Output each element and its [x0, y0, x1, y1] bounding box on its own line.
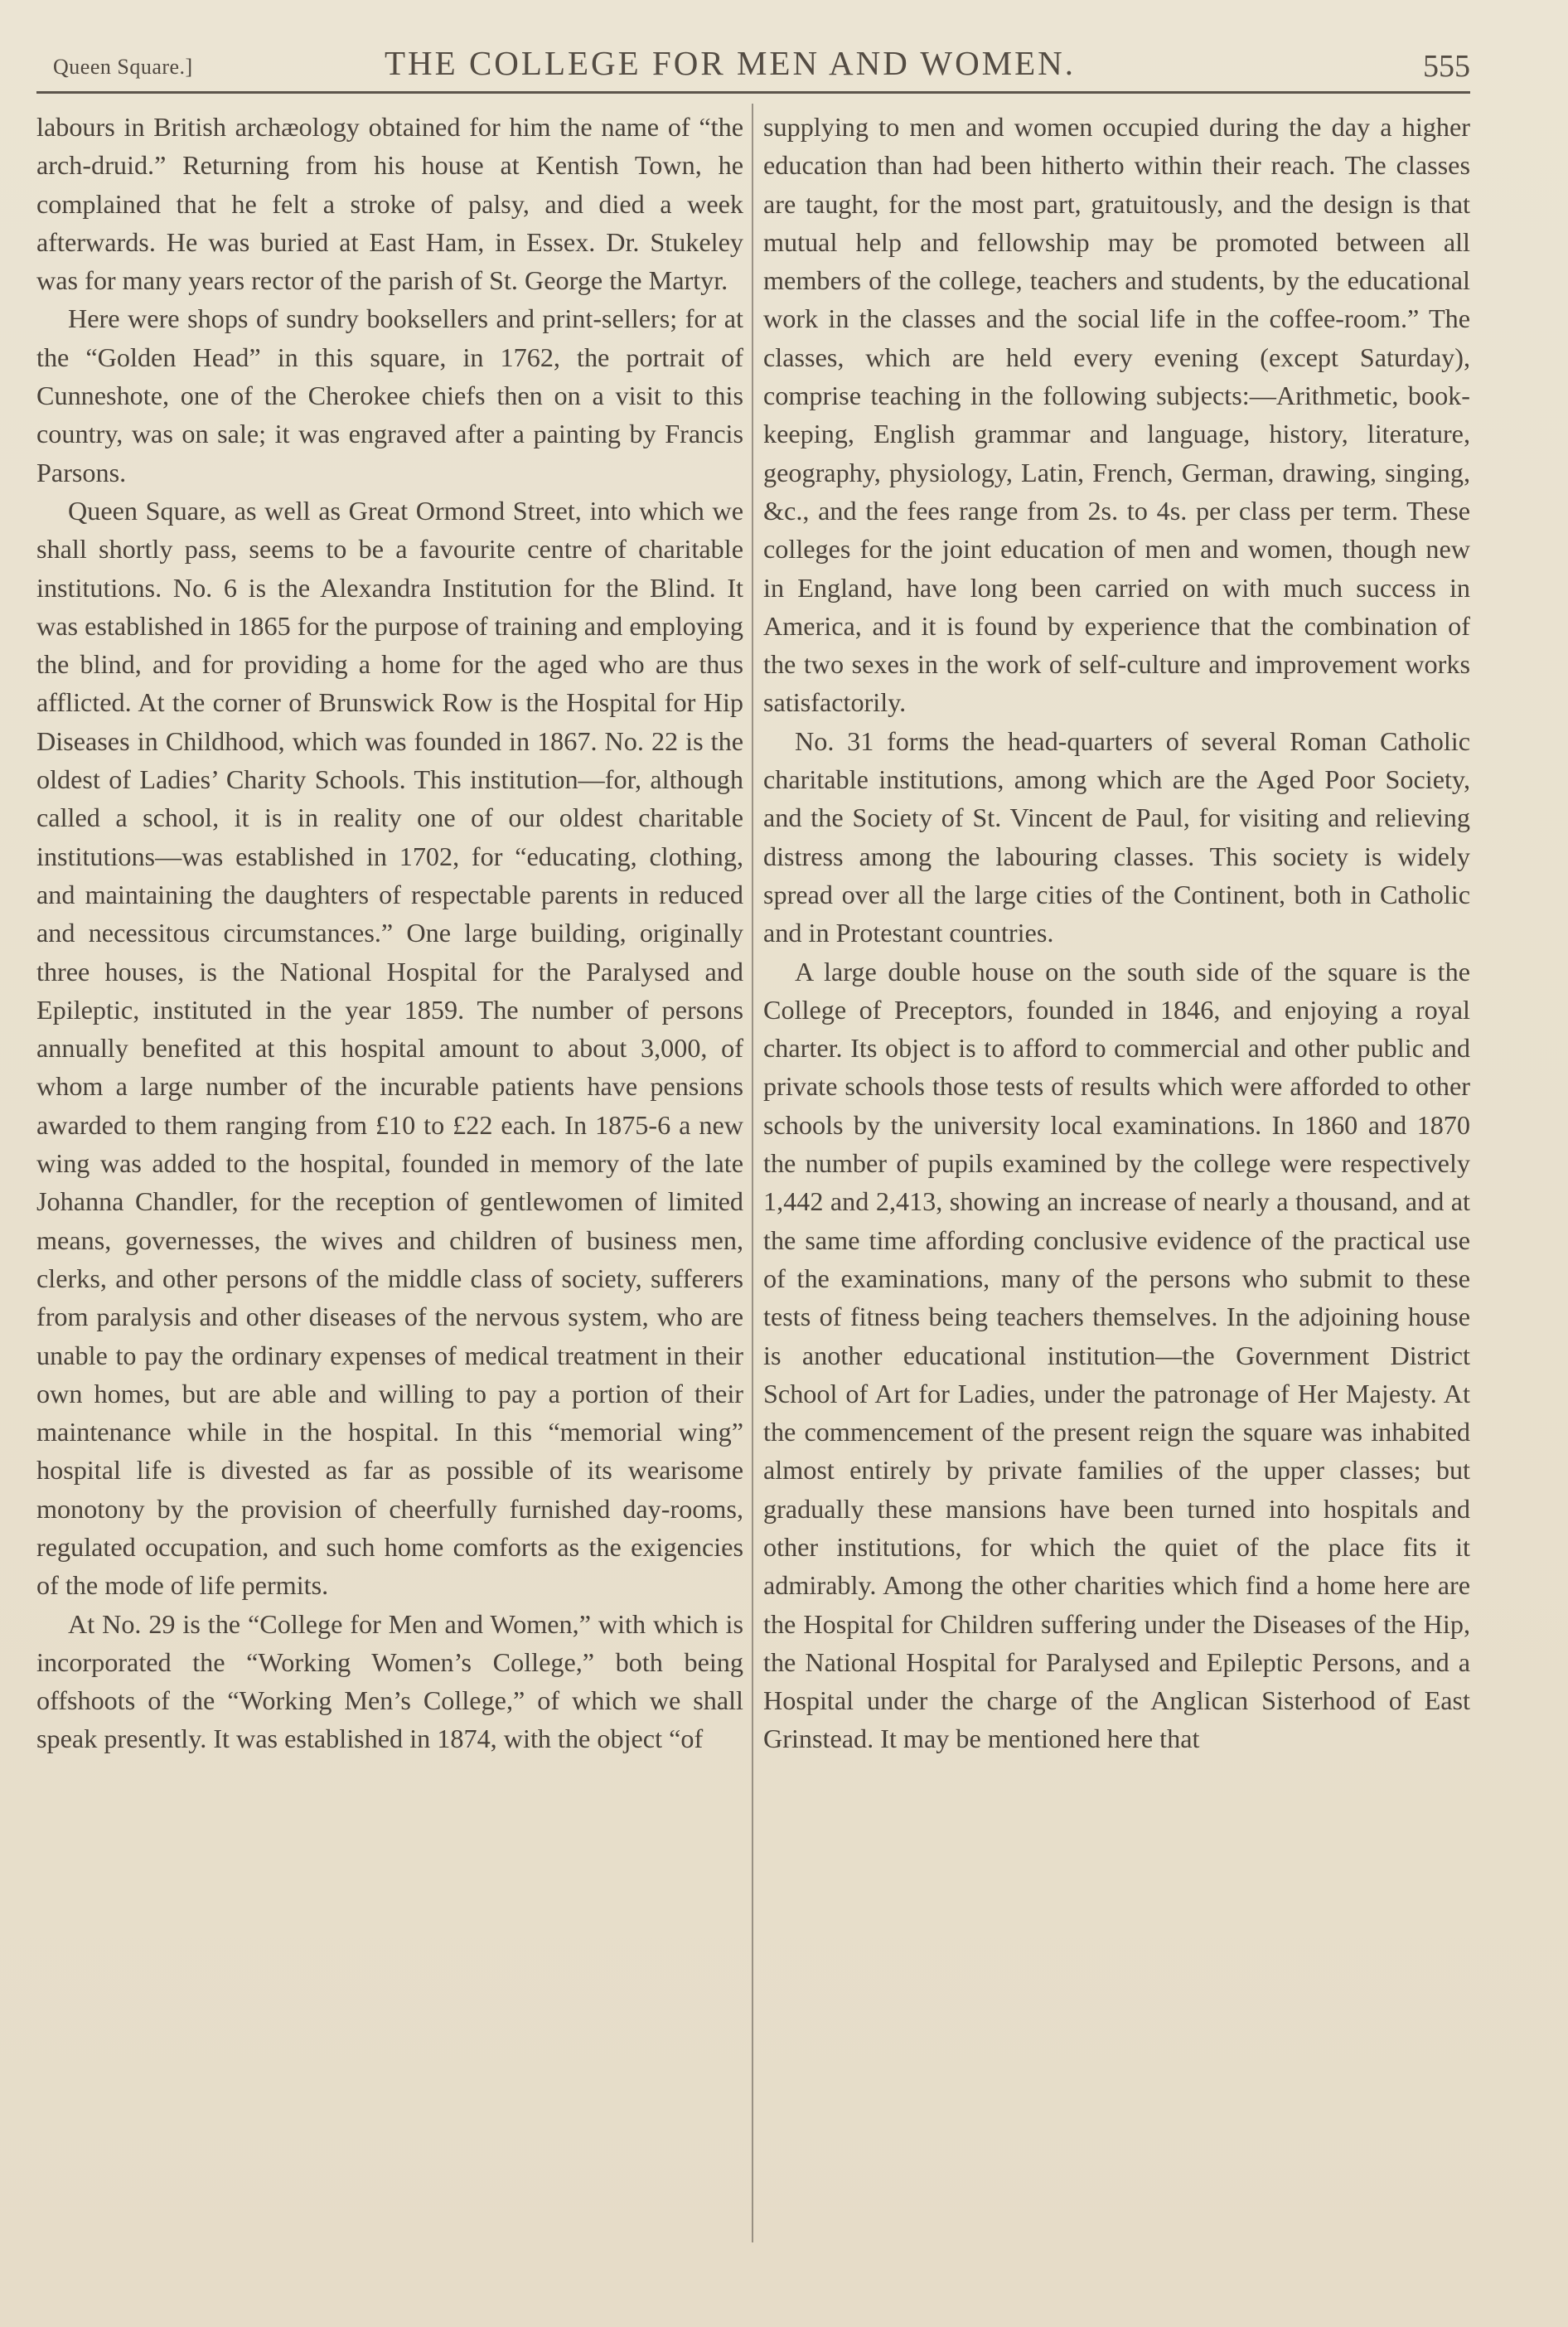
page-title: THE COLLEGE FOR MEN AND WOMEN. — [385, 44, 1077, 82]
paragraph: Here were shops of sundry booksellers and print-sellers; for at the “Golden Head” in this square, in 1762, the portrait of Cunneshote, one of the Cherokee chiefs then on a visit to this country, was on sale; it was engraved after a painting by Francis Parsons. — [36, 303, 743, 487]
paragraph: labours in British archæology obtained for him the name of “the arch-druid.” Returning from his house at Kentish Town, he complained that he felt a stroke of palsy, and died a week afterwards. He was buried at East Ham, in Essex. Dr. Stukeley was for many years rector of the parish of St. George the Martyr. — [36, 112, 743, 296]
column-divider — [752, 104, 753, 2242]
paragraph: supplying to men and women occupied during the day a higher education than had been hitherto within their reach. The classes are taught, for the most part, gratuitously, and the design is that mutual help and fellowship may be promoted between all members of the college, teachers and students, by the educational work in the classes and the social life in the coffee-room.” The classes, which are held every evening (except Saturday), comprise teaching in the following subjects:—Arithmetic, book-keeping, English grammar and language, history, literature, geography, physiology, Latin, French, German, drawing, singing, &c., and the fees range from 2s. to 4s. per class per term. These colleges for the joint education of men and women, though new in England, have long been carried on with much success in America, and it is found by experience that the combination of the two sexes in the work of self-culture and improvement works satisfactorily. — [763, 112, 1470, 718]
paragraph: Queen Square, as well as Great Ormond Street, into which we shall shortly pass, seems to be a favourite centre of charitable institutions. No. 6 is the Alexandra Institution for the Blind. It was established in 1865 for the purpose of training and employing the blind, and for providing a home for the aged who are thus afflicted. At the corner of Brunswick Row is the Hospital for Hip Diseases in Childhood, which was founded in 1867. No. 22 is the oldest of Ladies’ Charity Schools. This institution—for, although called a school, it is in reality one of our oldest charitable institutions—was established in 1702, for “educating, clothing, and maintaining the daughters of respectable parents in reduced and necessitous circumstances.” One large building, originally three houses, is the National Hospital for the Paralysed and Epileptic, instituted in the year 1859. The number of persons annually benefited at this hospital amount to about 3,000, of whom a large number of the incurable patients have pensions awarded to them ranging from £10 to £22 each. In 1875-6 a new wing was added to the hospital, founded in memory of the late Johanna Chandler, for the reception of gentlewomen of limited means, governesses, the wives and children of business men, clerks, and other persons of the middle class of society, sufferers from paralysis and other diseases of the nervous system, who are unable to pay the ordinary expenses of medical treatment in their own homes, but are able and willing to pay a portion of their maintenance while in the hospital. In this “memorial wing” hospital life is divested as far as possible of its wearisome monotony by the provision of cheerfully furnished day-rooms, regulated occupation, and such home comforts as the exigencies of the mode of life permits. — [36, 495, 743, 1601]
running-head — [53, 40, 1470, 86]
right-column — [763, 108, 1470, 2296]
paragraph: A large double house on the south side of the square is the College of Preceptors, founded in 1846, and enjoying a royal charter. Its object is to afford to commercial and other public and private schools those tests of results which were afforded to other schools by the university local examinations. In 1860 and 1870 the number of pupils examined by the college were respectively 1,442 and 2,413, showing an increase of nearly a thousand, and at the same time affording conclusive evidence of the practical use of the examinations, many of the persons who submit to these tests of fitness being teachers themselves. In the adjoining house is another educational institution—the Government District School of Art for Ladies, under the patronage of Her Majesty. At the commencement of the present reign the square was inhabited almost entirely by private families of the upper classes; but gradually these mansions have been turned into hospitals and other institutions, for which the quiet of the place fits it admirably. Among the other charities which find a home here are the Hospital for Children suffering under the Diseases of the Hip, the National Hospital for Paralysed and Epileptic Persons, and a Hospital under the charge of the Anglican Sisterhood of East Grinstead. It may be mentioned here that — [763, 956, 1470, 1754]
paragraph: At No. 29 is the “College for Men and Women,” with which is incorporated the “Working Women’s College,” both being offshoots of the “Working Men’s College,” of which we shall speak presently. It was established in 1874, with the object “of — [36, 1608, 743, 1754]
paragraph: No. 31 forms the head-quarters of several Roman Catholic charitable institutions, among which are the Aged Poor Society, and the Society of St. Vincent de Paul, for visiting and relieving distress among the labouring classes. This society is widely spread over all the large cities of the Continent, both in Catholic and in Protestant countries. — [763, 725, 1470, 948]
header-rule — [36, 91, 1470, 94]
section-label: Queen Square.] — [53, 55, 193, 79]
left-column — [36, 108, 743, 2296]
page-number: 555 — [1423, 49, 1470, 84]
